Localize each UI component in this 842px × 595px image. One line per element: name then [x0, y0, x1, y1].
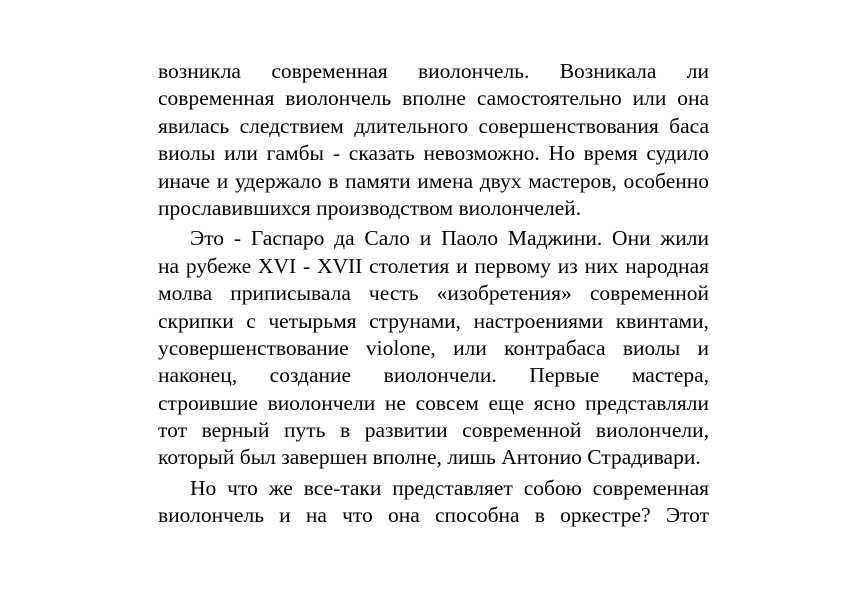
text-line: тот верный путь в развитии современной виолончели, [158, 418, 709, 443]
text-line: прославившихся производством виолончелей. [158, 195, 582, 220]
text-line: на рубеже XVI - XVII столетия и первому из них народная [158, 253, 709, 278]
text-line: строившие виолончели не совсем еще ясно представляли [158, 390, 709, 415]
text-line: усовершенствование violone, или контрабаса виолы и [158, 335, 709, 360]
text-line: современная виолончель вполне самостоятельно или она [158, 86, 709, 111]
text-line: возникла современная виолончель. Возникала ли [158, 59, 709, 83]
text-line: явилась следствием длительного совершенствования баса [158, 113, 709, 138]
text-line: скрипки с четырьмя струнами, настроениями квинтами, [158, 308, 709, 333]
paragraph-1 [158, 58, 709, 222]
text-line: Это - Гаспаро да Сало и Паоло Маджини. Они жили [190, 226, 709, 251]
text-line: молва приписывала честь «изобретения» современной [158, 281, 709, 306]
paragraph-3 [158, 475, 709, 530]
text-line: иначе и удержало в памяти имена двух мастеров, особенно [158, 168, 709, 193]
text-line: который был завершен вполне, лишь Антонио Страдивари. [158, 445, 701, 470]
text-line: наконец, создание виолончели. Первые мастера, [158, 363, 709, 388]
text-line: виолы или гамбы - сказать невозможно. Но время судило [158, 141, 709, 166]
text-line: виолончель и на что она способна в оркестре? Этот [158, 503, 709, 528]
document-page [158, 58, 709, 530]
text-line: Но что же все-таки представляет собою современная [190, 475, 709, 500]
paragraph-2 [158, 225, 709, 472]
